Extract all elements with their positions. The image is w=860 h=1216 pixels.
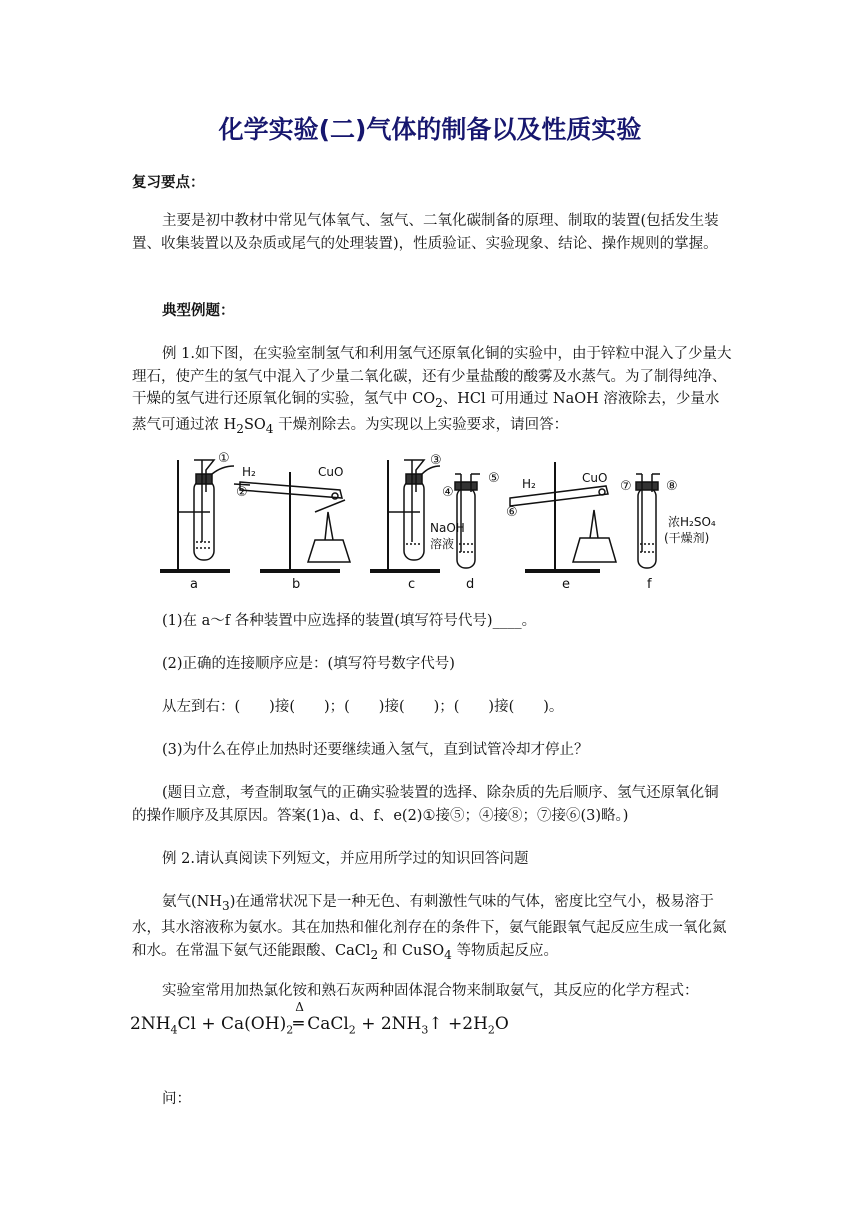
example2-intro: 例 2.请认真阅读下列短文，并应用所学过的知识回答问题 xyxy=(162,851,529,867)
naoh-label: NaOH xyxy=(430,521,465,535)
circled-7: ⑦ xyxy=(620,479,632,494)
circled-2: ② xyxy=(236,485,248,500)
question-1: (1)在 a～f 各种装置中应选择的装置(填写符号代号)____。 xyxy=(162,613,537,629)
apparatus-diagram xyxy=(150,452,750,594)
review-heading: 复习要点： xyxy=(132,174,205,191)
question-label: 问： xyxy=(162,1091,191,1107)
apparatus-letter-c: c xyxy=(408,577,416,592)
examples-heading: 典型例题： xyxy=(162,302,235,319)
circled-8: ⑧ xyxy=(666,479,678,494)
apparatus-letter-a: a xyxy=(190,577,198,592)
example1-intro: 例 1.如下图，在实验室制氢气和利用氢气还原氧化铜的实验中，由于锌粒中混入了少量大理石，使产生的氢气中混入了少量二氧化碳，还有少量盐酸的酸雾及水蒸气。为了制得纯净、干燥的氢气进行还原氧化铜的实验，氢气中 $CO_2$、HCl 可用通过 NaOH 溶液除去，少量水蒸气可通过浓 $H_2SO_4$ 干燥剂除去。为实现以上实验要求，请回答： xyxy=(132,346,732,437)
question-2-blanks: 从左到右：( )接( )；( )接( )；( )接( )。 xyxy=(162,699,564,715)
h2-label-b: H₂ xyxy=(242,465,256,479)
circled-3: ③ xyxy=(430,453,442,468)
h2so4-label: 浓H₂SO₄ xyxy=(668,515,716,529)
apparatus-c xyxy=(370,460,440,571)
cuo-label-b: CuO xyxy=(318,465,344,479)
ammonia-paragraph: 氨气$(NH_3)$在通常状况下是一种无色、有刺激性气味的气体，密度比空气小，极易溶于水，其水溶液称为氨水。其在加热和催化剂存在的条件下，氨气能跟氧气起反应生成一氧化氮和水。在常温下氨气还能跟酸、CaCl$_2$ 和 CuSO$_4$ 等物质起反应。 xyxy=(132,894,727,962)
example1-answer: (题目立意，考查制取氢气的正确实验装置的选择、除杂质的先后顺序、氢气还原氧化铜的操作顺序及其原因。答案(1)a、d、f、e(2)①接⑤；④接⑧；⑦接⑥(3)略。) xyxy=(132,785,719,824)
question-3: (3)为什么在停止加热时还要继续通入氢气，直到试管冷却才停止？ xyxy=(162,742,589,758)
apparatus-letter-d: d xyxy=(466,577,475,592)
circled-4: ④ xyxy=(442,485,454,500)
circled-6: ⑥ xyxy=(506,505,518,520)
review-body: 主要是初中教材中常见气体氧气、氢气、二氧化碳制备的原理、制取的装置(包括发生装置、收集装置以及杂质或尾气的处理装置)，性质验证、实验现象、结论、操作规则的掌握。 xyxy=(132,213,719,252)
page-title: 化学实验(二)气体的制备以及性质实验 xyxy=(218,115,642,144)
apparatus-letter-f: f xyxy=(647,577,652,592)
circled-1: ① xyxy=(218,452,230,466)
desiccant-label: (干燥剂) xyxy=(664,531,710,545)
apparatus-letter-b: b xyxy=(292,577,301,592)
cuo-label-e: CuO xyxy=(582,471,608,485)
naoh-solution-label: 溶液 xyxy=(430,537,455,551)
circled-5: ⑤ xyxy=(488,471,500,486)
chemical-equation: $2NH_4Cl + Ca(OH)_2$ Δ ═ CaCl$_2$ + $2NH_3↑ +2H_2O$ xyxy=(130,1000,509,1037)
preparation-paragraph: 实验室常用加热氯化铵和熟石灰两种固体混合物来制取氨气，其反应的化学方程式： xyxy=(162,983,699,999)
h2-label-e: H₂ xyxy=(522,477,536,491)
heat-symbol: Δ xyxy=(295,1000,304,1014)
apparatus-f xyxy=(636,474,660,568)
apparatus-a xyxy=(160,460,234,571)
apparatus-letter-e: e xyxy=(562,577,570,592)
apparatus-b xyxy=(234,472,350,571)
question-2: (2)正确的连接顺序应是：(填写符号数字代号) xyxy=(162,656,455,672)
